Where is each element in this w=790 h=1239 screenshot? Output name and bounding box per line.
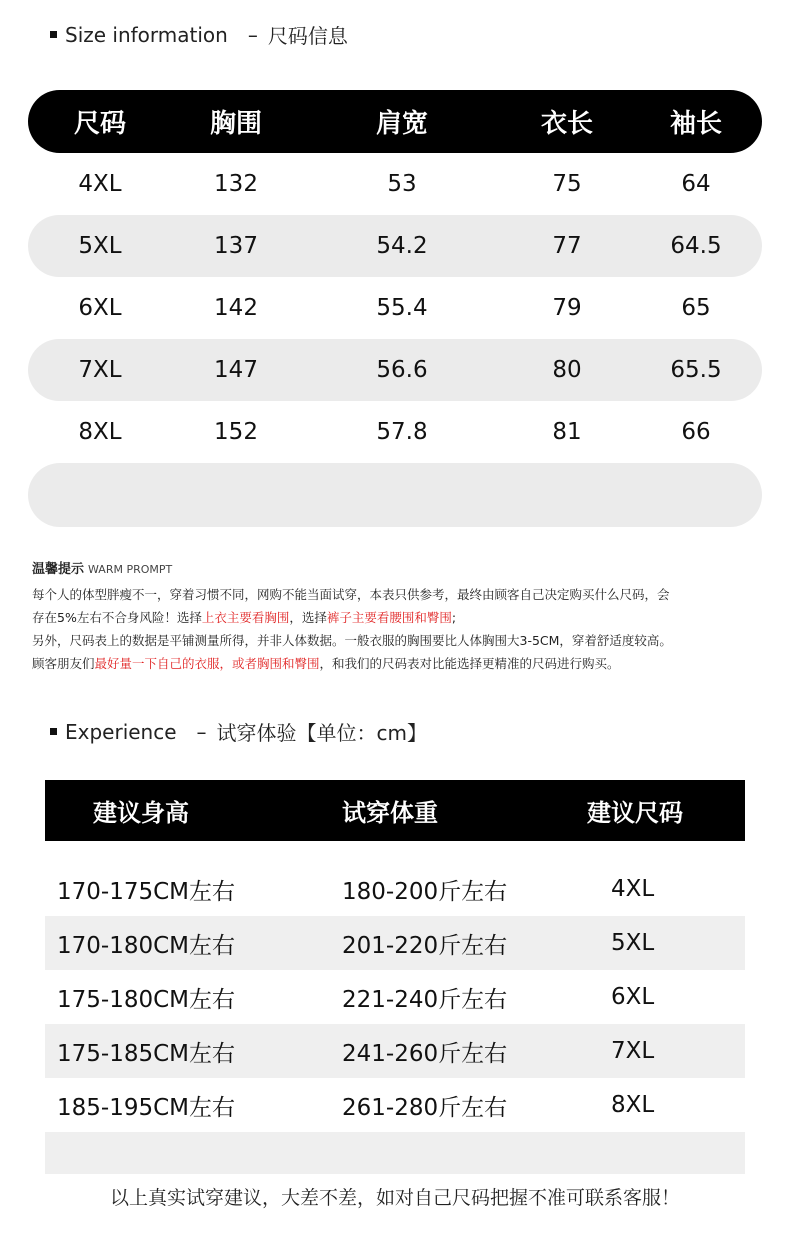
table-row xyxy=(28,153,762,215)
size-table xyxy=(28,90,762,527)
cell-size: 5XL xyxy=(78,233,122,259)
cell-sleeve: 64 xyxy=(681,171,711,197)
cell-size: 4XL xyxy=(78,171,122,197)
cell-chest: 142 xyxy=(214,295,258,321)
cell-size: 6XL xyxy=(611,984,655,1010)
warm-title-cn: 温馨提示 xyxy=(32,562,85,577)
cell-chest: 147 xyxy=(214,357,258,383)
warm-text: ，选择 xyxy=(289,610,327,625)
cell-size: 8XL xyxy=(611,1092,655,1118)
header-weight: 试穿体重 xyxy=(342,799,438,827)
cell-weight: 241-260斤左右 xyxy=(342,1040,508,1067)
bullet-icon xyxy=(50,728,57,735)
header-shoulder: 肩宽 xyxy=(375,109,428,139)
cell-shoulder: 53 xyxy=(387,171,417,197)
header-length: 衣长 xyxy=(540,109,593,139)
cell-sleeve: 66 xyxy=(681,419,711,445)
header-size: 尺码 xyxy=(73,109,126,139)
warm-title-en: WARM PROMPT xyxy=(88,563,173,576)
table-row xyxy=(45,1078,745,1132)
cell-chest: 137 xyxy=(214,233,258,259)
cell-shoulder: 55.4 xyxy=(376,295,428,321)
warm-text: 存在5%左右不合身风险！选择 xyxy=(32,610,202,625)
cell-size: 5XL xyxy=(611,930,655,956)
warm-line-4 xyxy=(32,652,762,675)
warm-line-3: 另外，尺码表上的数据是平铺测量所得，并非人体数据。一般衣服的胸围要比人体胸围大3-5CM，穿着舒适度较高。 xyxy=(32,633,672,648)
cell-height: 170-175CM左右 xyxy=(57,878,236,905)
warm-line-2 xyxy=(32,606,762,629)
cell-sleeve: 64.5 xyxy=(670,233,722,259)
experience-title-cn: 试穿体验【单位：cm】 xyxy=(216,721,428,745)
table-row xyxy=(28,215,762,277)
empty-row xyxy=(28,463,762,527)
cell-weight: 261-280斤左右 xyxy=(342,1094,508,1121)
experience-table xyxy=(45,780,745,1174)
warm-text: ，和我们的尺码表对比能选择更精准的尺码进行购买。 xyxy=(319,656,620,671)
cell-height: 170-180CM左右 xyxy=(57,932,236,959)
size-title-cn: 尺码信息 xyxy=(267,24,348,48)
table-row xyxy=(45,1024,745,1078)
header-suggested-size: 建议尺码 xyxy=(587,799,683,827)
table-row xyxy=(28,277,762,339)
table-row xyxy=(45,916,745,970)
table-row xyxy=(45,970,745,1024)
warm-text: ; xyxy=(451,610,457,625)
bullet-icon xyxy=(50,31,57,38)
highlight-text: 最好量一下自己的衣服，或者胸围和臀围 xyxy=(94,656,320,671)
cell-length: 81 xyxy=(552,419,582,445)
cell-weight: 201-220斤左右 xyxy=(342,932,508,959)
header-height: 建议身高 xyxy=(93,799,189,827)
highlight-text: 上衣主要看胸围 xyxy=(201,610,290,625)
cell-size: 6XL xyxy=(78,295,122,321)
cell-shoulder: 54.2 xyxy=(376,233,428,259)
warm-prompt-title xyxy=(32,558,762,581)
cell-length: 80 xyxy=(552,357,582,383)
cell-chest: 152 xyxy=(214,419,258,445)
table-row xyxy=(45,862,745,916)
spacer xyxy=(45,841,745,862)
warm-prompt xyxy=(32,558,762,675)
experience-title-en: Experience xyxy=(65,719,177,744)
cell-weight: 180-200斤左右 xyxy=(342,878,508,905)
cell-length: 75 xyxy=(552,171,582,197)
experience-section-title xyxy=(50,717,427,746)
highlight-text: 裤子主要看腰围和臀围 xyxy=(326,610,452,625)
size-table-header xyxy=(28,90,762,153)
cell-shoulder: 56.6 xyxy=(376,357,428,383)
cell-size: 7XL xyxy=(611,1038,655,1064)
cell-sleeve: 65 xyxy=(681,295,711,321)
cell-length: 79 xyxy=(552,295,582,321)
empty-row xyxy=(45,1132,745,1174)
cell-height: 175-180CM左右 xyxy=(57,986,236,1013)
header-sleeve: 袖长 xyxy=(669,109,722,139)
title-separator: – xyxy=(247,22,258,47)
cell-weight: 221-240斤左右 xyxy=(342,986,508,1013)
experience-table-header xyxy=(45,780,745,841)
header-chest: 胸围 xyxy=(209,109,262,139)
cell-chest: 132 xyxy=(214,171,258,197)
cell-size: 7XL xyxy=(78,357,122,383)
cell-shoulder: 57.8 xyxy=(376,419,428,445)
title-separator: – xyxy=(196,719,207,744)
table-row xyxy=(28,339,762,401)
cell-sleeve: 65.5 xyxy=(670,357,722,383)
table-row xyxy=(28,401,762,463)
size-section-title xyxy=(50,20,348,49)
cell-size: 8XL xyxy=(78,419,122,445)
cell-length: 77 xyxy=(552,233,582,259)
footer-note: 以上真实试穿建议，大差不差，如对自己尺码把握不准可联系客服！ xyxy=(109,1187,680,1209)
cell-height: 175-185CM左右 xyxy=(57,1040,236,1067)
size-title-en: Size information xyxy=(65,22,228,47)
cell-size: 4XL xyxy=(611,876,655,902)
warm-text: 顾客朋友们 xyxy=(32,656,95,671)
warm-line-1: 每个人的体型胖瘦不一，穿着习惯不同，网购不能当面试穿，本表只供参考，最终由顾客自己决定购买什么尺码，会 xyxy=(32,587,670,602)
cell-height: 185-195CM左右 xyxy=(57,1094,236,1121)
